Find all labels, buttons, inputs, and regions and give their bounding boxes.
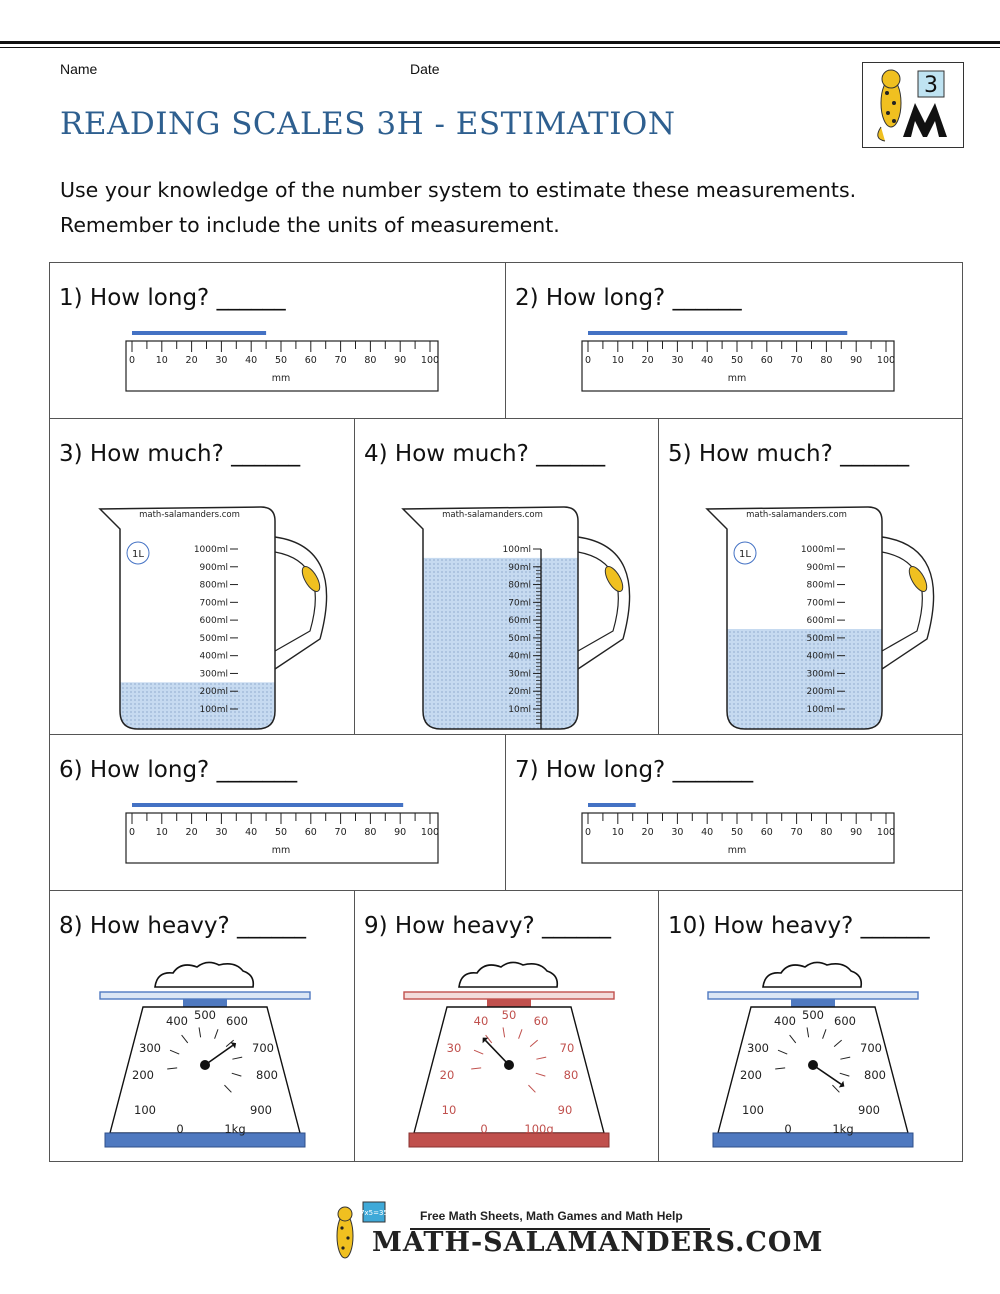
jug-scale-label: 500ml (806, 633, 835, 644)
ruler-tick-label: 70 (334, 827, 347, 838)
scale-dial-label: 400 (166, 1014, 188, 1028)
ruler-tick-label: 90 (394, 827, 407, 838)
jug-scale-label: 900ml (199, 562, 228, 573)
ruler-tick-label: 50 (730, 355, 744, 366)
ruler-tick-label: 30 (215, 355, 228, 366)
jug-water (727, 629, 882, 729)
question-9-label: 9) How heavy? ______ (364, 913, 611, 939)
question-cell-10 (658, 890, 963, 1162)
jug-handle (882, 537, 934, 669)
question-4-label: 4) How much? ______ (364, 441, 606, 467)
jug-watermark: math-salamanders.com (746, 510, 847, 520)
jug-badge: 1L (132, 549, 144, 560)
question-cell-3 (49, 418, 355, 735)
jug-scale-label: 700ml (199, 598, 228, 609)
question-cell-4 (354, 418, 659, 735)
scale-rock (155, 962, 253, 987)
ruler-tick-label: 40 (701, 355, 714, 366)
scale-10 (703, 957, 923, 1157)
jug-handle-inner (578, 552, 618, 651)
ruler-tick-label: 40 (245, 827, 258, 838)
scale-stem (487, 999, 531, 1007)
date-label: Date (410, 61, 440, 77)
ruler-tick-label: 10 (611, 827, 624, 838)
jug-badge: 1L (739, 549, 751, 560)
ruler-tick-label: 20 (641, 355, 654, 366)
ruler-tick-label: 60 (760, 355, 773, 366)
question-5-label: 5) How much? ______ (668, 441, 910, 467)
scale-pivot (200, 1060, 210, 1070)
scale-dial-label: 0 (176, 1122, 184, 1136)
grade-badge: 3 (924, 73, 938, 98)
jug-scale-label: 1000ml (800, 545, 835, 555)
question-cell-8 (49, 890, 355, 1162)
question-cell-7 (505, 734, 963, 891)
ruler-tick-label: 60 (304, 355, 317, 366)
scale-dial-label: 100 (134, 1103, 156, 1117)
jug-water (423, 558, 578, 729)
ruler-unit-label: mm (727, 845, 747, 856)
jug-salamander-icon (906, 564, 930, 594)
scale-tray (708, 992, 918, 999)
scale-rock (459, 962, 557, 987)
question-1-label: 1) How long? ______ (59, 285, 286, 311)
jug-scale-label: 400ml (199, 651, 228, 662)
ruler-tick-label: 90 (850, 355, 863, 366)
jug-scale-label: 700ml (806, 598, 835, 609)
measured-bar (132, 331, 266, 335)
ruler-tick-label: 20 (185, 827, 198, 838)
jug-handle-inner (882, 552, 922, 651)
ruler-tick-label: 90 (394, 355, 407, 366)
footer-salamander-icon (337, 1207, 353, 1258)
scale-dial-label: 10 (441, 1103, 457, 1117)
jug-salamander-icon (602, 564, 626, 594)
jug-salamander-icon (299, 564, 323, 594)
scale-dial-label: 90 (557, 1103, 573, 1117)
jug-scale-label: 100ml (806, 705, 835, 715)
jug-scale-label: 800ml (806, 580, 835, 591)
jug-watermark: math-salamanders.com (139, 510, 240, 520)
scale-dial-label: 700 (252, 1041, 274, 1055)
jug-scale-label: 100ml (199, 705, 228, 715)
m-letter-icon (903, 103, 947, 137)
jug-scale-label: 50ml (508, 633, 531, 644)
scale-dial-label: 800 (256, 1068, 278, 1082)
grade-logo (862, 62, 964, 148)
ruler-tick-label: 40 (245, 355, 258, 366)
scale-dial-label: 900 (250, 1103, 272, 1117)
jug-scale-label: 600ml (806, 616, 835, 627)
question-cell-5 (658, 418, 963, 735)
scale-dial-label: 50 (501, 1008, 517, 1022)
scale-dial-label: 70 (559, 1041, 575, 1055)
scale-dial-label: 1kg (832, 1122, 854, 1136)
scale-tray (404, 992, 614, 999)
scale-dial-label: 500 (194, 1008, 216, 1022)
ruler-tick-label: 0 (128, 827, 136, 838)
instructions-line-1: Use your knowledge of the number system to estimate these measurements. (60, 178, 857, 202)
scale-dial-label: 0 (480, 1122, 488, 1136)
scale-dial-label: 900 (858, 1103, 880, 1117)
jug-watermark: math-salamanders.com (442, 510, 543, 520)
scale-pivot (808, 1060, 818, 1070)
footer-brand: MATH-SALAMANDERS.COM (372, 1227, 824, 1258)
jug-scale-label: 70ml (508, 598, 531, 609)
jug-scale-label: 10ml (508, 705, 531, 715)
ruler-tick-label: 100 (420, 827, 440, 838)
jug-scale-label: 60ml (508, 616, 531, 627)
scale-dial-label: 80 (563, 1068, 579, 1082)
jug-4 (393, 499, 633, 734)
jug-scale-label: 1000ml (193, 545, 228, 555)
scale-dial-label: 60 (533, 1014, 549, 1028)
ruler-unit-label: mm (271, 373, 291, 384)
ruler-tick-label: 10 (155, 355, 168, 366)
ruler-tick-label: 10 (611, 355, 624, 366)
question-6-label: 6) How long? _______ (59, 757, 298, 783)
scale-dial-label: 100g (524, 1122, 554, 1136)
jug-handle (578, 537, 630, 669)
question-cell-9 (354, 890, 659, 1162)
jug-scale-label: 90ml (508, 562, 531, 573)
ruler-tick-label: 0 (584, 355, 592, 366)
ruler-tick-label: 40 (701, 827, 714, 838)
scale-dial-label: 1kg (224, 1122, 246, 1136)
ruler-tick-label: 20 (185, 355, 198, 366)
jug-scale-label: 500ml (199, 633, 228, 644)
ruler-tick-label: 30 (671, 827, 684, 838)
ruler-tick-label: 0 (128, 355, 136, 366)
jug-scale-label: 80ml (508, 580, 531, 591)
question-7-label: 7) How long? _______ (515, 757, 754, 783)
scale-dial-label: 300 (139, 1041, 161, 1055)
jug-scale-label: 20ml (508, 687, 531, 698)
scale-dial-label: 0 (784, 1122, 792, 1136)
scale-dial-label: 40 (473, 1014, 489, 1028)
jug-scale-label: 900ml (806, 562, 835, 573)
ruler-tick-label: 100 (876, 355, 896, 366)
top-rule-thin (0, 47, 1000, 48)
ruler-tick-label: 0 (584, 827, 592, 838)
ruler-tick-label: 50 (274, 355, 288, 366)
jug-scale-label: 300ml (806, 669, 835, 680)
top-rule (0, 41, 1000, 44)
measured-bar (132, 803, 403, 807)
scale-dial-label: 300 (747, 1041, 769, 1055)
ruler-tick-label: 80 (820, 827, 833, 838)
jug-scale-label: 40ml (508, 651, 531, 662)
jug-3 (90, 499, 330, 734)
ruler-tick-label: 80 (820, 355, 833, 366)
jug-scale-label: 200ml (199, 687, 228, 698)
ruler-7 (574, 803, 904, 865)
ruler-tick-label: 60 (760, 827, 773, 838)
scale-dial-label: 700 (860, 1041, 882, 1055)
ruler-tick-label: 70 (790, 355, 803, 366)
salamander-icon (878, 70, 901, 141)
ruler-tick-label: 70 (334, 355, 347, 366)
question-cell-6 (49, 734, 506, 891)
footer-tagline: Free Math Sheets, Math Games and Math Help (420, 1209, 683, 1223)
scale-dial-label: 800 (864, 1068, 886, 1082)
jug-handle (275, 537, 327, 669)
jug-scale-label: 200ml (806, 687, 835, 698)
ruler-tick-label: 50 (730, 827, 744, 838)
scale-base (105, 1133, 305, 1147)
ruler-tick-label: 70 (790, 827, 803, 838)
jug-5 (697, 499, 937, 734)
scale-dial-label: 500 (802, 1008, 824, 1022)
ruler-tick-label: 20 (641, 827, 654, 838)
jug-scale-label: 30ml (508, 669, 531, 680)
ruler-tick-label: 30 (671, 355, 684, 366)
scale-dial-label: 600 (226, 1014, 248, 1028)
scale-base (713, 1133, 913, 1147)
footer-sum: 7x5=35 (360, 1209, 387, 1217)
question-2-label: 2) How long? ______ (515, 285, 742, 311)
ruler-tick-label: 90 (850, 827, 863, 838)
ruler-tick-label: 80 (364, 827, 377, 838)
scale-stem (791, 999, 835, 1007)
question-10-label: 10) How heavy? ______ (668, 913, 930, 939)
jug-scale-label: 100ml (502, 545, 531, 555)
jug-water (120, 682, 275, 729)
scale-dial-label: 30 (446, 1041, 462, 1055)
ruler-unit-label: mm (727, 373, 747, 384)
jug-scale-label: 600ml (199, 616, 228, 627)
scale-dial-label: 400 (774, 1014, 796, 1028)
scale-pivot (504, 1060, 514, 1070)
question-cell-1 (49, 262, 506, 419)
ruler-tick-label: 10 (155, 827, 168, 838)
scale-dial-label: 100 (742, 1103, 764, 1117)
jug-scale-label: 400ml (806, 651, 835, 662)
scale-9 (399, 957, 619, 1157)
scale-dial-label: 20 (439, 1068, 455, 1082)
ruler-tick-label: 30 (215, 827, 228, 838)
ruler-tick-label: 60 (304, 827, 317, 838)
jug-handle-inner (275, 552, 315, 651)
question-cell-2 (505, 262, 963, 419)
scale-8 (95, 957, 315, 1157)
ruler-tick-label: 50 (274, 827, 288, 838)
name-label: Name (60, 61, 98, 77)
measured-bar (588, 331, 847, 335)
scale-tray (100, 992, 310, 999)
instructions-line-2: Remember to include the units of measurement. (60, 213, 560, 237)
ruler-tick-label: 80 (364, 355, 377, 366)
ruler-unit-label: mm (271, 845, 291, 856)
scale-stem (183, 999, 227, 1007)
question-3-label: 3) How much? ______ (59, 441, 301, 467)
scale-dial-label: 200 (740, 1068, 762, 1082)
ruler-tick-label: 100 (420, 355, 440, 366)
measured-bar (588, 803, 636, 807)
ruler-1 (118, 331, 448, 393)
ruler-2 (574, 331, 904, 393)
question-8-label: 8) How heavy? ______ (59, 913, 306, 939)
scale-base (409, 1133, 609, 1147)
jug-scale-label: 300ml (199, 669, 228, 680)
jug-scale-label: 800ml (199, 580, 228, 591)
ruler-6 (118, 803, 448, 865)
scale-dial-label: 200 (132, 1068, 154, 1082)
scale-dial-label: 600 (834, 1014, 856, 1028)
scale-rock (763, 962, 861, 987)
ruler-tick-label: 100 (876, 827, 896, 838)
page-title: READING SCALES 3H - ESTIMATION (60, 106, 676, 142)
